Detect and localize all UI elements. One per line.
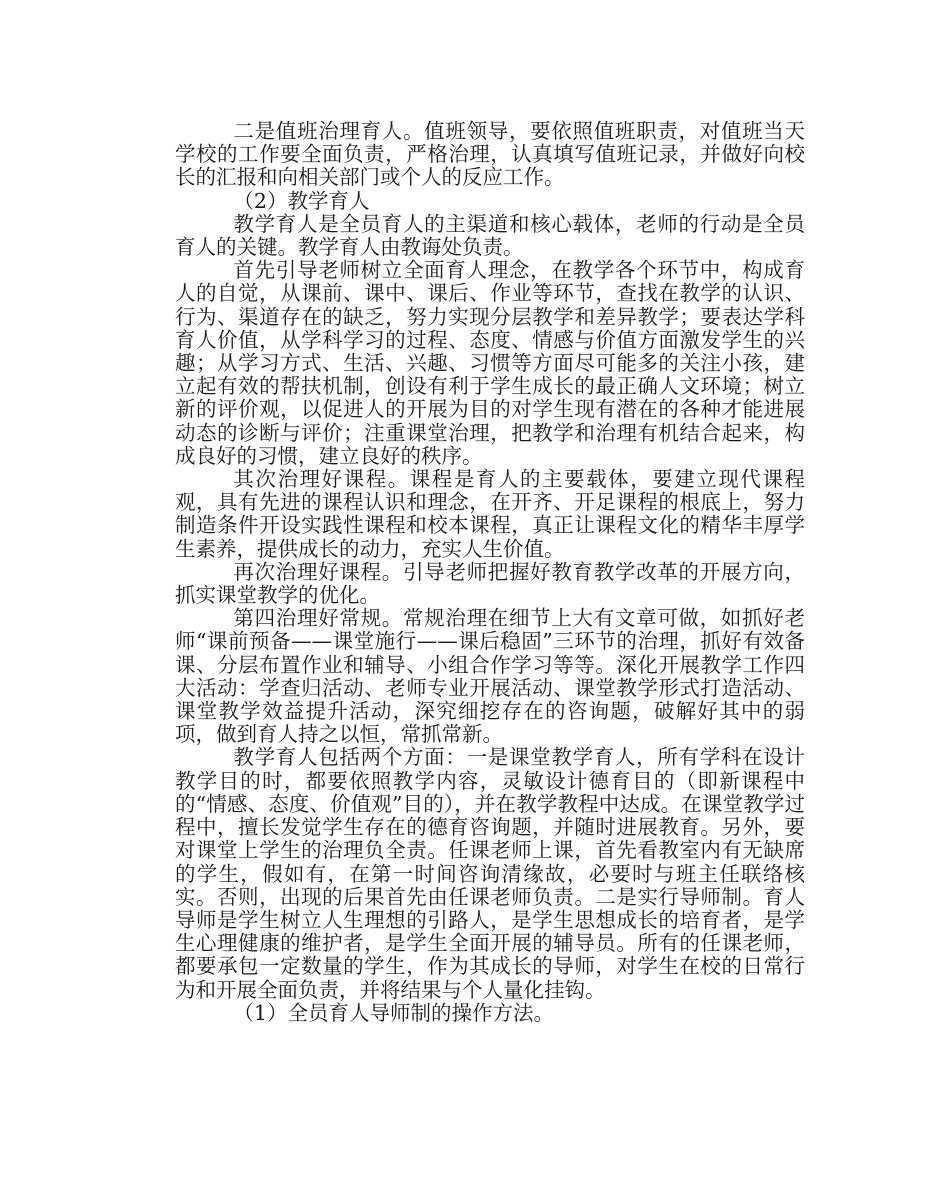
document-body [175, 120, 805, 1025]
paragraph-duty-management: 二是值班治理育人。值班领导，要依照值班职责，对值班当天学校的工作要全面负责，严格治理，认真填写值班记录，并做好向校长的汇报和向相关部门或个人的反应工作。 [175, 119, 805, 190]
paragraph-teaching-intro: 教学育人是全员育人的主渠道和核心载体，老师的行动是全员育人的关键。教学育人由教诲处负责。 [175, 211, 805, 260]
paragraph-fourth-routine: 第四治理好常规。常规治理在细节上大有文章可做，如抓好老师“课前预备——课堂施行——课后稳固”三环节的治理，抓好有效备课、分层布置作业和辅导、小组合作学习等等。深化开展教学工作四大活动：学查归活动、老师专业开展活动、课堂教学形式打造活动、课堂教学效益提升活动，深究细挖存在的咨询题，破解好其中的弱项，做到育人持之以恒，常抓常新。 [175, 606, 805, 747]
section-heading-teaching: （2）教学育人 [233, 188, 370, 213]
paragraph-second-curriculum: 其次治理好课程。课程是育人的主要载体，要建立现代课程观，具有先进的课程认识和理念，在开齐、开足课程的根底上，努力制造条件开设实践性课程和校本课程，真正让课程文化的精华丰厚学生素养，提供成长的动力，充实人生价值。 [175, 467, 805, 561]
paragraph-two-aspects: 教学育人包括两个方面：一是课堂教学育人，所有学科在设计教学目的时，都要依照教学内容，灵敏设计德育目的（即新课程中的“情感、态度、价值观”目的），并在教学教程中达成。在课堂教学过程中，擅长发觉学生存在的德育咨询题，并随时进展教育。另外，要对课堂上学生的治理负全责。任课老师上课，首先看教室内有无缺席的学生，假如有，在第一时间咨询清缘故，必要时与班主任联络核实。否则，出现的后果首先由任课老师负责。二是实行导师制。育人导师是学生树立人生理想的引路人，是学生思想成长的培育者，是学生心理健康的维护者，是学生全面开展的辅导员。所有的任课老师，都要承包一定数量的学生，作为其成长的导师，对学生在校的日常行为和开展全面负责，并将结果与个人量化挂钩。 [175, 745, 805, 1002]
paragraph-first-concept: 首先引导老师树立全面育人理念，在教学各个环节中，构成育人的自觉，从课前、课中、课后、作业等环节，查找在教学的认识、行为、渠道存在的缺乏，努力实现分层教学和差异教学；要表达学科育人价值，从学科学习的过程、态度、情感与价值方面激发学生的兴趣；从学习方式、生活、兴趣、习惯等方面尽可能多的关注小孩，建立起有效的帮扶机制，创设有利于学生成长的最正确人文环境；树立新的评价观，以促进人的开展为目的对学生现有潜在的各种才能进展动态的诊断与评价；注重课堂治理，把教学和治理有机结合起来，构成良好的习惯，建立良好的秩序。 [175, 258, 805, 468]
section-heading-mentor-method: （1）全员育人导师制的操作方法。 [233, 1000, 554, 1025]
paragraph-third-curriculum: 再次治理好课程。引导老师把握好教育教学改革的开展方向，抓实课堂教学的优化。 [175, 559, 805, 608]
